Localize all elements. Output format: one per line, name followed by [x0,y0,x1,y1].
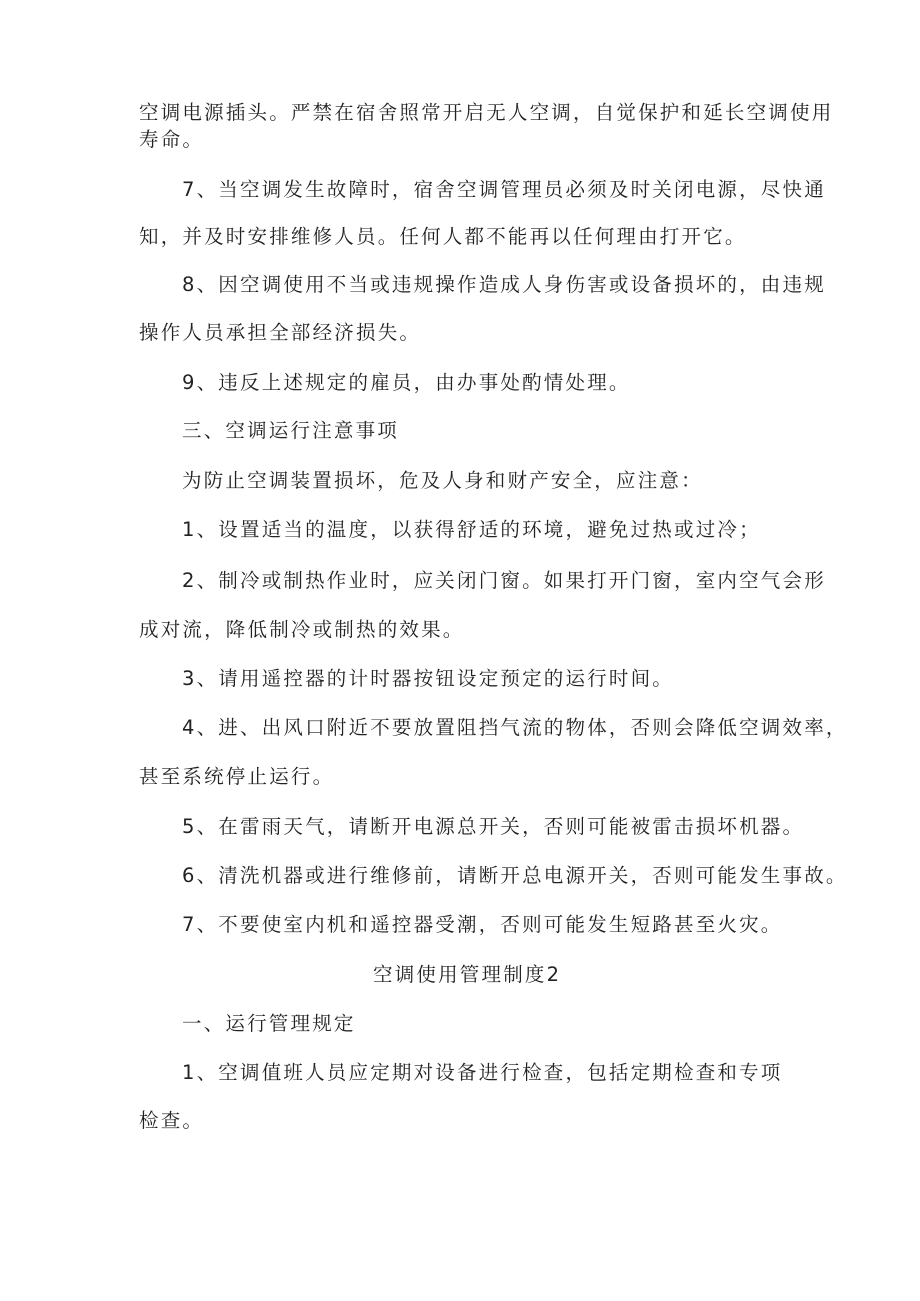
section-heading: 三、空调运行注意事项 [182,419,400,442]
paragraph-line: 操作人员承担全部经济损失。 [139,321,422,344]
paragraph-line: 空调电源插头。严禁在宿舍照常开启无人空调，自觉保护和延长空调使用 [139,101,834,124]
list-item: 4、进、出风口附近不要放置阻挡气流的物体，否则会降低空调效率， [182,716,848,739]
paragraph-line: 8、因空调使用不当或违规操作造成人身伤害或设备损坏的，由违规 [182,273,826,296]
paragraph-line: 9、违反上述规定的雇员，由办事处酌情处理。 [182,371,631,394]
paragraph-line: 检查。 [139,1109,205,1132]
paragraph-line: 甚至系统停止运行。 [139,765,335,788]
section-heading: 一、运行管理规定 [182,1012,356,1035]
list-item: 1、设置适当的温度，以获得舒适的环境，避免过热或过冷； [182,518,761,541]
list-item: 5、在雷雨天气，请断开电源总开关，否则可能被雷击损坏机器。 [182,815,805,838]
document-title: 空调使用管理制度2 [373,963,562,986]
list-item: 3、请用遥控器的计时器按钮设定预定的运行时间。 [182,667,675,690]
paragraph-line: 知，并及时安排维修人员。任何人都不能再以任何理由打开它。 [139,225,747,248]
list-item: 6、清洗机器或进行维修前，请断开总电源开关，否则可能发生事故。 [182,864,848,887]
paragraph-line: 为防止空调装置损坏，危及人身和财产安全，应注意： [182,469,703,492]
paragraph-line: 7、当空调发生故障时，宿舍空调管理员必须及时关闭电源，尽快通 [182,178,826,201]
list-item: 7、不要使室内机和遥控器受潮，否则可能发生短路甚至火灾。 [182,913,783,936]
list-item: 2、制冷或制热作业时，应关闭门窗。如果打开门窗，室内空气会形 [182,569,826,592]
paragraph-line: 寿命。 [139,128,205,151]
list-item: 1、空调值班人员应定期对设备进行检查，包括定期检查和专项 [182,1061,783,1084]
paragraph-line: 成对流，降低制冷或制热的效果。 [139,618,465,641]
